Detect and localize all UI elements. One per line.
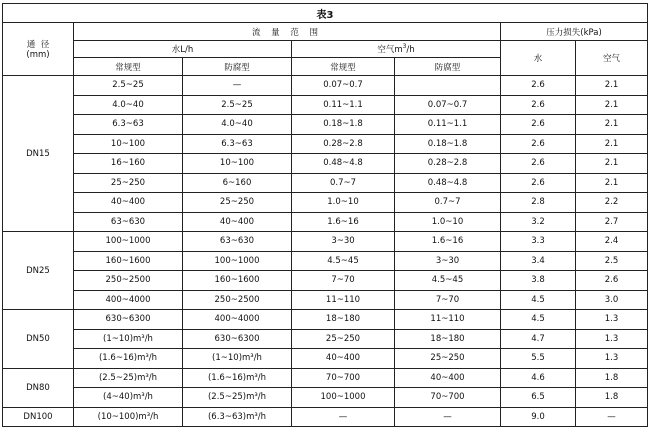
water-anticorrosion-header: 防腐型	[183, 58, 292, 76]
air-flow-header	[292, 41, 501, 58]
flow-range-header: 流 量 范 围	[74, 23, 501, 41]
table-cell: 400~4000	[74, 290, 183, 310]
table-row	[3, 310, 648, 330]
table-cell: 2.1	[576, 173, 648, 193]
table-cell: 11~110	[292, 290, 395, 310]
table-cell: 25~250	[395, 349, 501, 369]
table-cell: 3.3	[501, 232, 576, 252]
table-cell: (1.6~16)m³/h	[183, 368, 292, 388]
table-cell: 160~1600	[74, 251, 183, 271]
table-row	[3, 115, 648, 135]
table-cell: 1.8	[576, 388, 648, 408]
diameter-cell: DN25	[3, 232, 74, 310]
table-cell: —	[576, 407, 648, 427]
table-cell: 3.0	[576, 290, 648, 310]
table-cell: 4.5	[501, 290, 576, 310]
table-cell: 2.4	[576, 232, 648, 252]
table-cell: 0.07~0.7	[292, 76, 395, 96]
table-cell: 1.0~10	[395, 212, 501, 232]
table-cell: 2.1	[576, 95, 648, 115]
table-cell: 2.5~25	[183, 95, 292, 115]
table-row	[3, 154, 648, 174]
table-cell: 2.1	[576, 154, 648, 174]
diameter-header	[3, 23, 74, 76]
pressure-water-header: 水	[501, 41, 576, 76]
table-cell: (6.3~63)m³/h	[183, 407, 292, 427]
table-cell: 18~180	[292, 310, 395, 330]
table-cell: (1~10)m³/h	[183, 349, 292, 369]
table-cell: 3.8	[501, 271, 576, 291]
table-row	[3, 232, 648, 252]
table-row	[3, 349, 648, 369]
table-cell: 2.2	[576, 193, 648, 213]
table-cell: 1.3	[576, 329, 648, 349]
table-cell: 2.5	[576, 251, 648, 271]
table-cell: 63~630	[74, 212, 183, 232]
table-cell: 2.5~25	[74, 76, 183, 96]
table-cell: 4.5~45	[292, 251, 395, 271]
table-cell: 3.2	[501, 212, 576, 232]
table-cell: 0.48~4.8	[292, 154, 395, 174]
table-cell: 11~110	[395, 310, 501, 330]
table-cell: (4~40)m³/h	[74, 388, 183, 408]
table-cell: 2.6	[501, 115, 576, 135]
pressure-air-header: 空气	[576, 41, 648, 76]
table-cell: 18~180	[395, 329, 501, 349]
table-cell: 4.0~40	[183, 115, 292, 135]
air-standard-header: 常规型	[292, 58, 395, 76]
table-body	[3, 76, 648, 427]
table-cell: —	[395, 407, 501, 427]
pressure-loss-header: 压力损失(kPa)	[501, 23, 648, 41]
table-cell: 2.7	[576, 212, 648, 232]
diameter-label: 通 径	[26, 40, 50, 50]
table-cell: 400~4000	[183, 310, 292, 330]
table-cell: 16~160	[74, 154, 183, 174]
table-cell: 7~70	[395, 290, 501, 310]
table-cell: 100~1000	[183, 251, 292, 271]
table-cell: 6.3~63	[183, 134, 292, 154]
table-cell: 4.0~40	[74, 95, 183, 115]
air-unit-suffix: /h	[406, 45, 415, 55]
table-cell: 2.8	[501, 193, 576, 213]
table-cell: 7~70	[292, 271, 395, 291]
table-cell: 6~160	[183, 173, 292, 193]
table-cell: 2.1	[576, 115, 648, 135]
air-anticorrosion-header: 防腐型	[395, 58, 501, 76]
table-cell: 0.11~1.1	[395, 115, 501, 135]
diameter-cell: DN15	[3, 76, 74, 232]
table-cell: 25~250	[292, 329, 395, 349]
table-row	[3, 407, 648, 427]
table-cell: —	[292, 407, 395, 427]
table-cell: 70~700	[395, 388, 501, 408]
table-cell: 3.4	[501, 251, 576, 271]
table-cell: 0.18~1.8	[395, 134, 501, 154]
table-cell: 4.5~45	[395, 271, 501, 291]
table-cell: 250~2500	[183, 290, 292, 310]
table-cell: 0.48~4.8	[395, 173, 501, 193]
table-row	[3, 212, 648, 232]
table-cell: 100~1000	[292, 388, 395, 408]
table-title: 表3	[3, 4, 648, 23]
water-standard-header: 常规型	[74, 58, 183, 76]
table-cell: 2.6	[576, 271, 648, 291]
table-row	[3, 271, 648, 291]
table-cell: 2.6	[501, 76, 576, 96]
table-cell: (2.5~25)m³/h	[74, 368, 183, 388]
table-cell: (1.6~16)m³/h	[74, 349, 183, 369]
table-row	[3, 193, 648, 213]
water-flow-header: 水L/h	[74, 41, 292, 58]
table-cell: 70~700	[292, 368, 395, 388]
table-cell: 0.28~2.8	[395, 154, 501, 174]
table-row	[3, 329, 648, 349]
table-cell: 0.07~0.7	[395, 95, 501, 115]
table-cell: 9.0	[501, 407, 576, 427]
table-cell: 0.7~7	[292, 173, 395, 193]
table-row	[3, 95, 648, 115]
table-row	[3, 290, 648, 310]
table-cell: 40~400	[183, 212, 292, 232]
table-cell: 5.5	[501, 349, 576, 369]
table-cell: 1.6~16	[395, 232, 501, 252]
table-row	[3, 388, 648, 408]
table-row	[3, 368, 648, 388]
table-cell: 2.6	[501, 154, 576, 174]
table-cell: 630~6300	[183, 329, 292, 349]
table-cell: 63~630	[183, 232, 292, 252]
table-cell: 0.28~2.8	[292, 134, 395, 154]
diameter-cell: DN80	[3, 368, 74, 407]
diameter-unit: (mm)	[26, 50, 50, 60]
table-cell: 6.3~63	[74, 115, 183, 135]
table-cell: 0.7~7	[395, 193, 501, 213]
table-cell: 2.6	[501, 134, 576, 154]
table-cell: 3~30	[292, 232, 395, 252]
table-cell: 40~400	[292, 349, 395, 369]
table-cell: (1~10)m³/h	[74, 329, 183, 349]
table-cell: 25~250	[183, 193, 292, 213]
diameter-cell: DN100	[3, 407, 74, 427]
table-cell: (2.5~25)m³/h	[183, 388, 292, 408]
table-cell: 1.6~16	[292, 212, 395, 232]
flow-range-table	[2, 3, 648, 427]
table-cell: —	[183, 76, 292, 96]
table-cell: 2.1	[576, 134, 648, 154]
table-cell: 160~1600	[183, 271, 292, 291]
table-cell: 25~250	[74, 173, 183, 193]
diameter-cell: DN50	[3, 310, 74, 369]
table-cell: 1.8	[576, 368, 648, 388]
table-cell: 4.7	[501, 329, 576, 349]
table-row	[3, 76, 648, 96]
table-cell: 250~2500	[74, 271, 183, 291]
table-cell: 40~400	[395, 368, 501, 388]
table-cell: 2.6	[501, 173, 576, 193]
table-cell: 6.5	[501, 388, 576, 408]
table-cell: 0.11~1.1	[292, 95, 395, 115]
table-cell: (10~100)m³/h	[74, 407, 183, 427]
table-cell: 10~100	[183, 154, 292, 174]
table-row	[3, 173, 648, 193]
table-cell: 0.18~1.8	[292, 115, 395, 135]
table-cell: 4.5	[501, 310, 576, 330]
table-cell: 3~30	[395, 251, 501, 271]
table-cell: 2.1	[576, 76, 648, 96]
table-cell: 40~400	[74, 193, 183, 213]
table-row	[3, 251, 648, 271]
table-cell	[395, 76, 501, 96]
table-cell: 1.3	[576, 349, 648, 369]
table-cell: 1.3	[576, 310, 648, 330]
table-cell: 10~100	[74, 134, 183, 154]
table-row	[3, 134, 648, 154]
air-unit-exp: 3	[402, 43, 407, 51]
table-cell: 1.0~10	[292, 193, 395, 213]
table-cell: 4.6	[501, 368, 576, 388]
table-cell: 100~1000	[74, 232, 183, 252]
table-cell: 2.6	[501, 95, 576, 115]
table-cell: 630~6300	[74, 310, 183, 330]
air-unit-prefix: 空气m	[377, 45, 403, 55]
